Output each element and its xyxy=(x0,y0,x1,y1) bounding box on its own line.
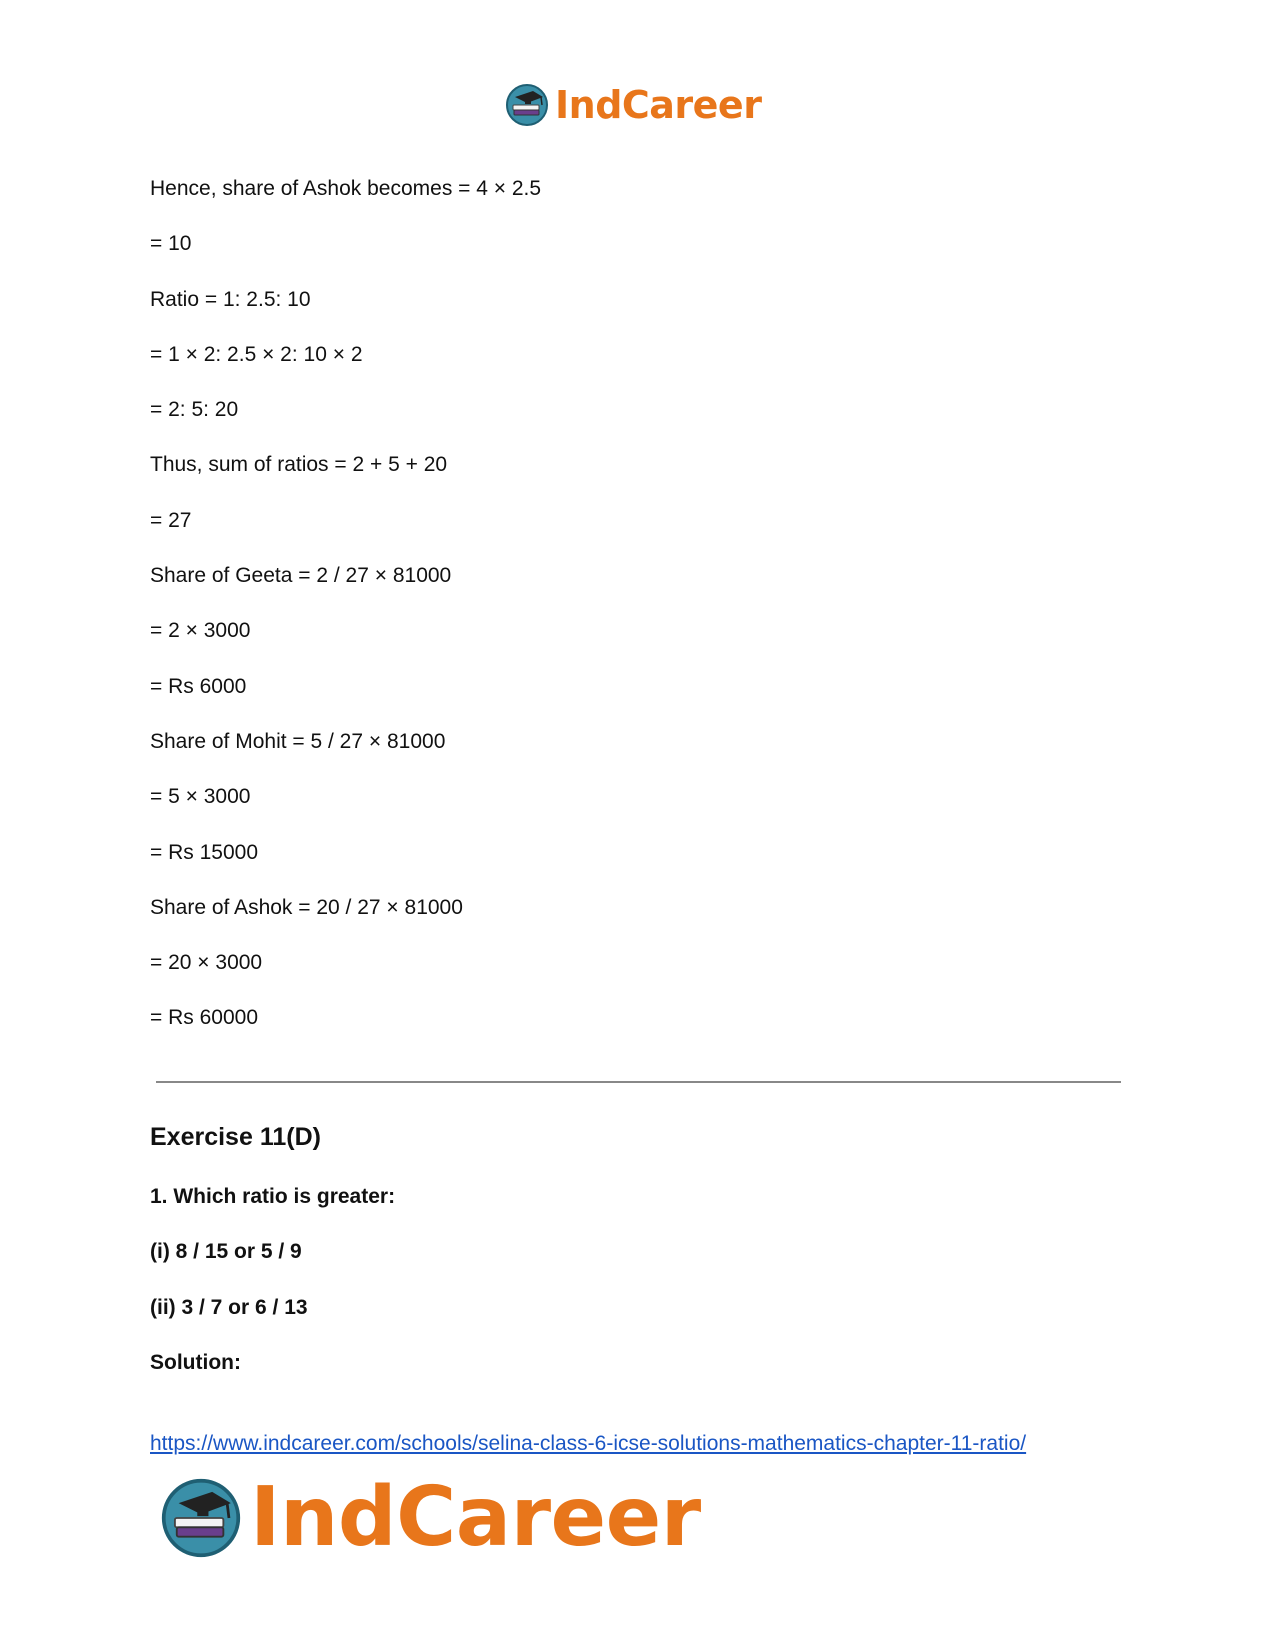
solution-line: = 20 × 3000 xyxy=(150,951,263,975)
solution-line: Share of Geeta = 2 / 27 × 81000 xyxy=(150,564,452,588)
header-logo xyxy=(505,80,761,130)
solution-line: = 5 × 3000 xyxy=(150,785,251,809)
exercise-heading: Exercise 11(D) xyxy=(150,1123,321,1151)
footer-logo-text: IndCareer xyxy=(250,1470,701,1565)
solution-line: = Rs 6000 xyxy=(150,674,247,698)
solution-line: = 2 × 3000 xyxy=(150,619,251,643)
solution-line: Hence, share of Ashok becomes = 4 × 2.5 xyxy=(150,177,542,200)
footer-url-link[interactable]: https://www.indcareer.com/schools/selina-class-6-icse-solutions-mathematics-chapter-11-ratio/ xyxy=(150,1432,1027,1455)
header-logo-text: IndCareer xyxy=(555,83,762,127)
solution-line: = Rs 60000 xyxy=(150,1006,258,1030)
solution-line: Share of Mohit = 5 / 27 × 81000 xyxy=(150,729,446,753)
question-block xyxy=(150,1184,395,1405)
question-part-i: (i) 8 / 15 or 5 / 9 xyxy=(150,1240,302,1264)
solution-line: Share of Ashok = 20 / 27 × 81000 xyxy=(150,895,463,919)
question-text: 1. Which ratio is greater: xyxy=(150,1185,396,1208)
graduation-book-icon xyxy=(160,1477,242,1559)
solution-line: Ratio = 1: 2.5: 10 xyxy=(150,287,311,311)
solution-label: Solution: xyxy=(150,1350,241,1374)
solution-line: = 2: 5: 20 xyxy=(150,398,239,422)
solution-line: = 10 xyxy=(150,232,192,256)
section-divider xyxy=(156,1081,1121,1083)
solution-line: = 27 xyxy=(150,508,192,532)
solution-line: = 1 × 2: 2.5 × 2: 10 × 2 xyxy=(150,342,363,366)
solution-lines xyxy=(150,176,1150,1061)
solution-line: Thus, sum of ratios = 2 + 5 + 20 xyxy=(150,453,448,477)
graduation-book-icon xyxy=(505,83,549,127)
solution-line: = Rs 15000 xyxy=(150,840,258,864)
question-part-ii: (ii) 3 / 7 or 6 / 13 xyxy=(150,1295,308,1319)
footer-logo xyxy=(160,1470,701,1565)
